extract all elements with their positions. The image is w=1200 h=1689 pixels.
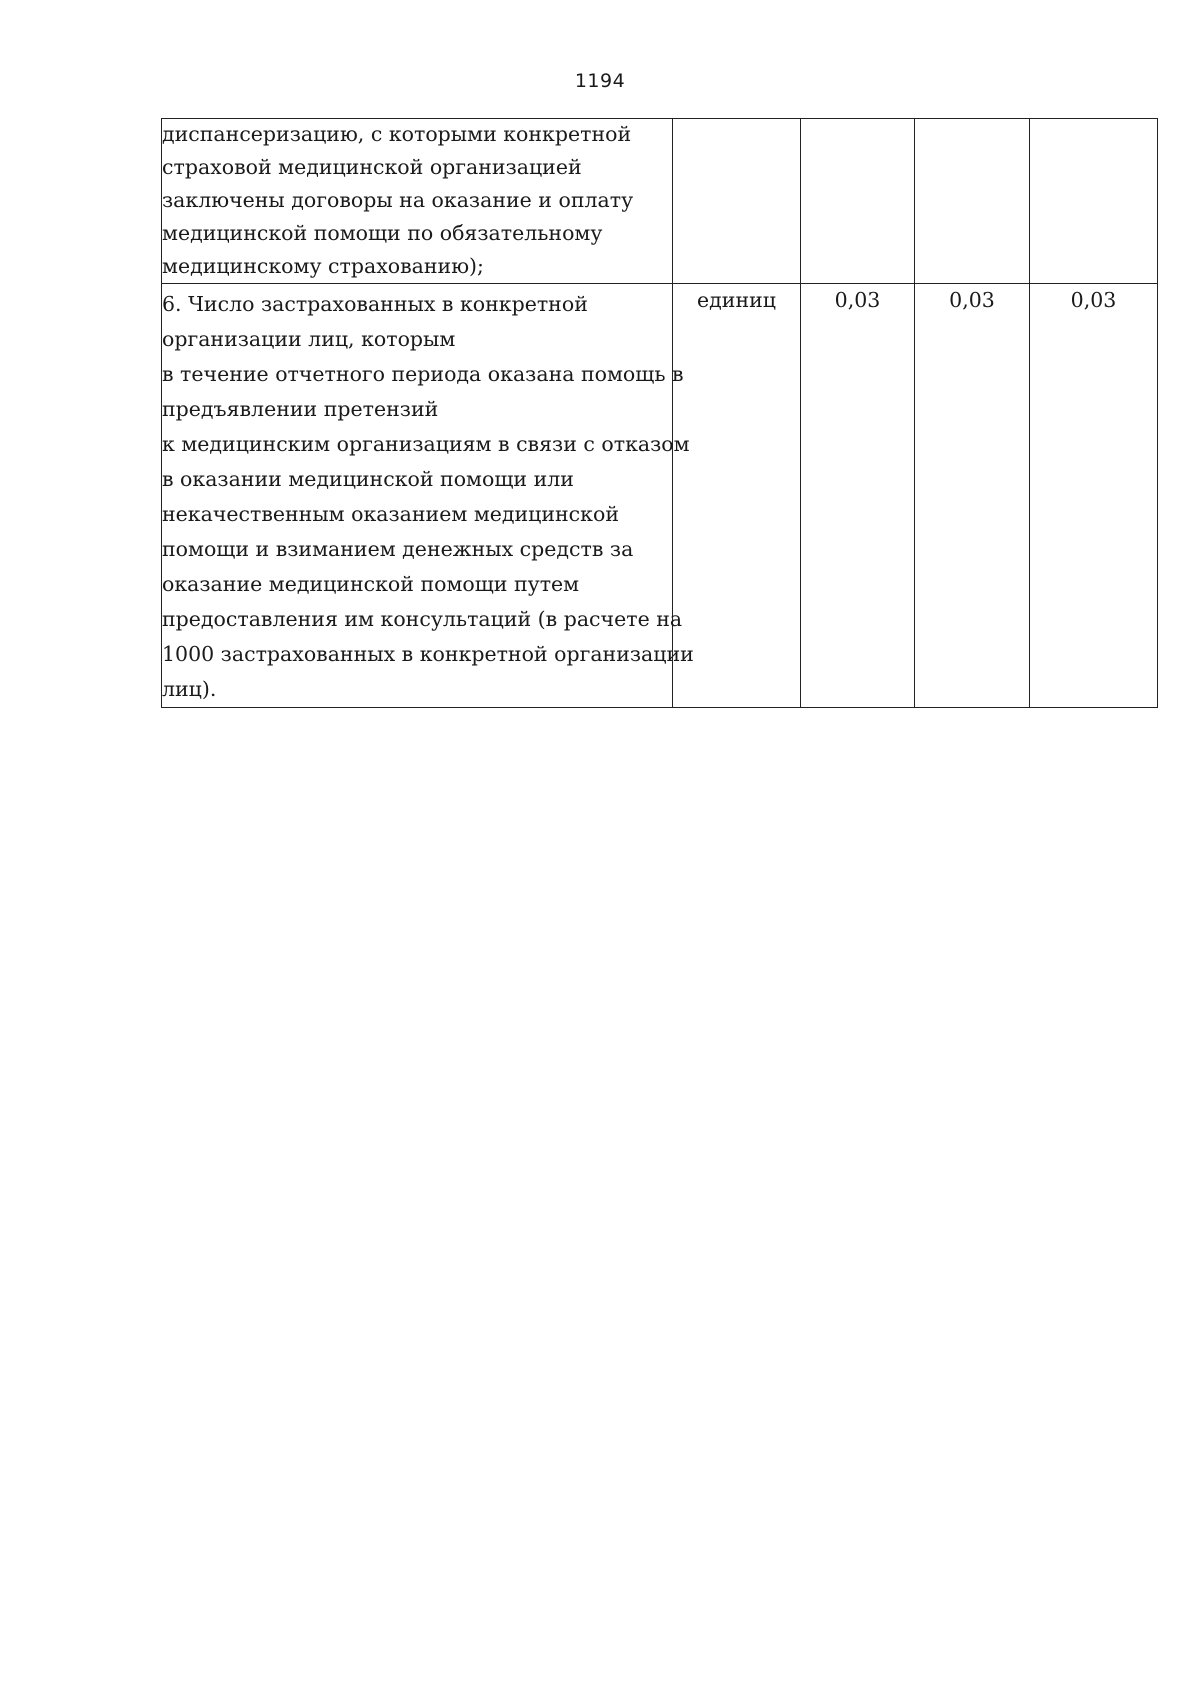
indicator-text-line: лиц). [162, 677, 217, 701]
unit-cell [673, 119, 801, 284]
indicator-text-line: некачественным оказанием медицинской [162, 502, 619, 526]
indicator-text-line: 6. Число застрахованных в конкретной [162, 292, 588, 316]
indicator-text-line: медицинскому страхованию); [162, 254, 484, 278]
value-cell-3 [1030, 284, 1158, 708]
value-cell-3 [1030, 119, 1158, 284]
indicator-text-line: предоставления им консультаций (в расчете на [162, 607, 683, 631]
indicator-text-line: в течение отчетного периода оказана помощь в [162, 362, 684, 386]
value-3: 0,03 [1070, 288, 1117, 312]
indicator-text-line: оказание медицинской помощи путем [162, 572, 580, 596]
indicator-text-line: страховой медицинской организацией [162, 155, 582, 179]
indicator-text-line: диспансеризацию, с которыми конкретной [162, 122, 632, 146]
unit-value: единиц [697, 288, 776, 312]
value-1: 0,03 [834, 288, 881, 312]
indicator-text-line: помощи и взиманием денежных средств за [162, 537, 634, 561]
indicators-table [161, 118, 1158, 708]
page-number: 1194 [574, 70, 626, 92]
indicator-text-line: к медицинским организациям в связи с отказом [162, 432, 690, 456]
indicator-text-line: заключены договоры на оказание и оплату [162, 188, 634, 212]
table-row [162, 284, 1158, 708]
indicator-text-line: предъявлении претензий [162, 397, 439, 421]
value-cell-2 [915, 119, 1030, 284]
indicator-name-cell [162, 284, 694, 708]
indicator-text-line: медицинской помощи по обязательному [162, 221, 603, 245]
indicator-text-line: организации лиц, которым [162, 327, 456, 351]
indicator-name-cell [162, 119, 673, 284]
table-row [162, 119, 1158, 284]
indicator-text-line: 1000 застрахованных в конкретной организации [162, 642, 694, 666]
value-cell-2 [915, 284, 1030, 708]
value-cell-1 [801, 119, 915, 284]
value-cell-1 [801, 284, 915, 708]
indicator-text-line: в оказании медицинской помощи или [162, 467, 574, 491]
value-2: 0,03 [949, 288, 995, 312]
